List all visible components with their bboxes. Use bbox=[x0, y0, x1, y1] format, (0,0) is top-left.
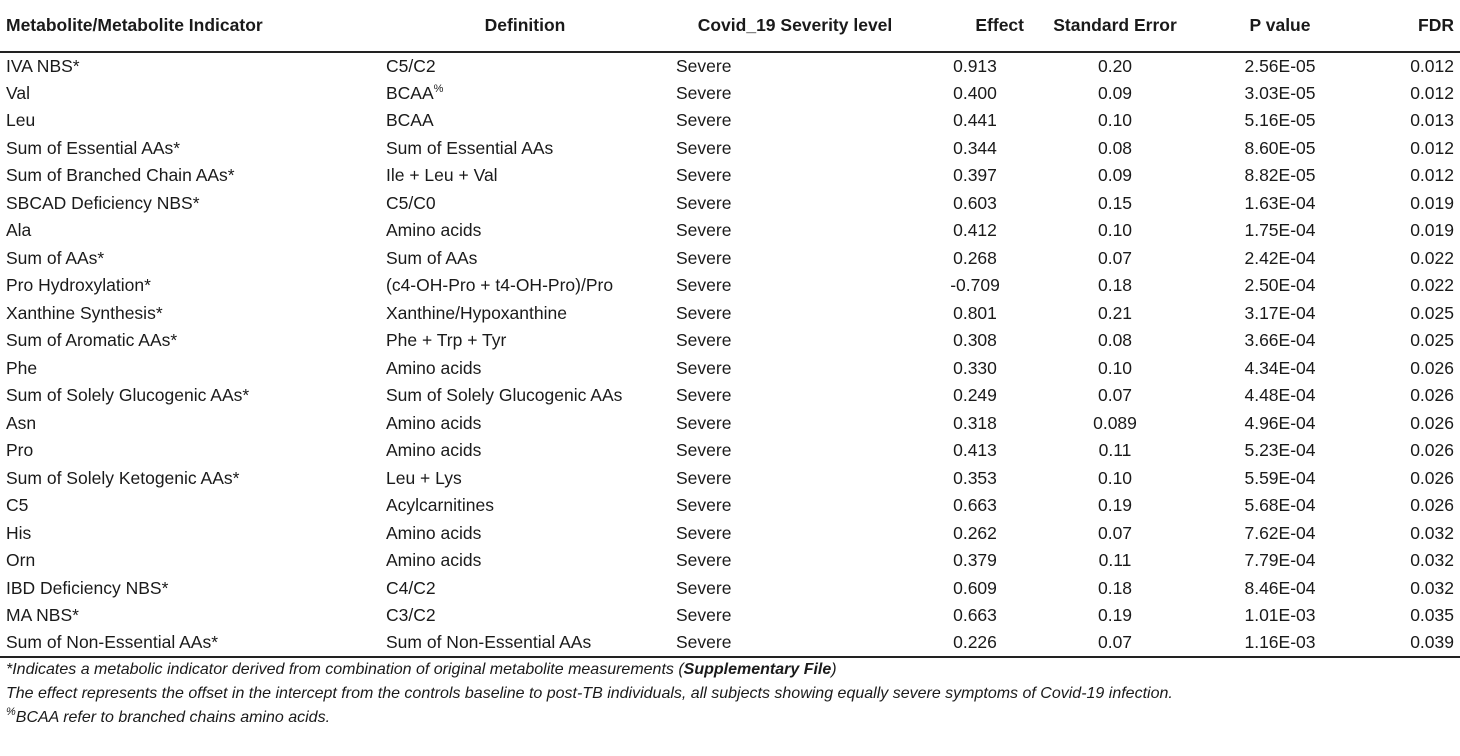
cell-definition: C5/C2 bbox=[386, 55, 436, 76]
table-row bbox=[0, 135, 1460, 163]
cell-p-value: 2.50E-04 bbox=[1244, 275, 1316, 296]
cell-effect: 0.318 bbox=[953, 412, 997, 433]
cell-definition: Amino acids bbox=[386, 440, 482, 461]
cell-standard-error: 0.10 bbox=[1097, 220, 1133, 241]
table-row bbox=[0, 602, 1460, 630]
table-row bbox=[0, 520, 1460, 548]
cell-standard-error: 0.10 bbox=[1097, 467, 1133, 488]
header-standard-error: Standard Error bbox=[1030, 0, 1200, 52]
cell-effect: 0.663 bbox=[953, 495, 997, 516]
cell-metabolite: Val bbox=[6, 82, 30, 103]
cell-severity: Severe bbox=[676, 137, 732, 158]
cell-severity: Severe bbox=[676, 522, 732, 543]
table-row bbox=[0, 630, 1460, 658]
cell-definition: Leu + Lys bbox=[386, 467, 462, 488]
cell-effect: 0.413 bbox=[953, 440, 997, 461]
cell-standard-error: 0.19 bbox=[1097, 605, 1133, 626]
footnote-effect: The effect represents the offset in the intercept from the controls baseline to post-TB individuals, all subjects showing equally severe symptoms of Covid-19 infection. bbox=[6, 685, 1173, 702]
cell-definition: Xanthine/Hypoxanthine bbox=[386, 302, 567, 323]
footnote-asterisk-close: ) bbox=[831, 661, 837, 678]
table-footnotes bbox=[0, 658, 1460, 730]
cell-standard-error: 0.089 bbox=[1093, 412, 1137, 433]
cell-definition: (c4-OH-Pro + t4-OH-Pro)/Pro bbox=[386, 275, 614, 296]
table-row bbox=[0, 547, 1460, 575]
cell-severity: Severe bbox=[676, 192, 732, 213]
cell-fdr: 0.012 bbox=[1410, 82, 1454, 103]
cell-severity: Severe bbox=[676, 110, 732, 131]
table-row bbox=[0, 382, 1460, 410]
cell-standard-error: 0.10 bbox=[1097, 357, 1133, 378]
cell-p-value: 5.23E-04 bbox=[1244, 440, 1316, 461]
definition-footnote-marker: % bbox=[433, 82, 444, 95]
cell-fdr: 0.026 bbox=[1410, 467, 1454, 488]
cell-p-value: 5.59E-04 bbox=[1244, 467, 1316, 488]
cell-effect: 0.603 bbox=[953, 192, 997, 213]
cell-standard-error: 0.19 bbox=[1097, 495, 1133, 516]
cell-standard-error: 0.09 bbox=[1097, 165, 1133, 186]
cell-severity: Severe bbox=[676, 330, 732, 351]
cell-definition: BCAA bbox=[386, 110, 434, 131]
cell-severity: Severe bbox=[676, 440, 732, 461]
cell-standard-error: 0.21 bbox=[1097, 302, 1133, 323]
cell-standard-error: 0.09 bbox=[1097, 82, 1133, 103]
cell-severity: Severe bbox=[676, 605, 732, 626]
cell-effect: 0.801 bbox=[953, 302, 997, 323]
header-row bbox=[0, 0, 1460, 52]
table-row bbox=[0, 327, 1460, 355]
header-severity: Covid_19 Severity level bbox=[670, 0, 920, 52]
cell-standard-error: 0.08 bbox=[1097, 330, 1133, 351]
cell-definition: C4/C2 bbox=[386, 577, 436, 598]
cell-p-value: 8.46E-04 bbox=[1244, 577, 1316, 598]
cell-fdr: 0.032 bbox=[1410, 522, 1454, 543]
table-row bbox=[0, 410, 1460, 438]
cell-standard-error: 0.07 bbox=[1030, 630, 1200, 658]
footnote-asterisk-text: *Indicates a metabolic indicator derived from combination of original metabolite measurements ( bbox=[6, 661, 684, 678]
cell-effect: 0.268 bbox=[953, 247, 997, 268]
cell-standard-error: 0.07 bbox=[1097, 247, 1133, 268]
table-row bbox=[0, 437, 1460, 465]
cell-metabolite: Phe bbox=[6, 357, 38, 378]
cell-standard-error: 0.07 bbox=[1097, 385, 1133, 406]
cell-definition: BCAA% bbox=[386, 82, 444, 103]
cell-fdr: 0.026 bbox=[1410, 385, 1454, 406]
cell-fdr: 0.019 bbox=[1410, 192, 1454, 213]
supplementary-file-ref: Supplementary File bbox=[683, 661, 832, 678]
cell-fdr: 0.026 bbox=[1410, 412, 1454, 433]
cell-effect: 0.609 bbox=[953, 577, 997, 598]
cell-p-value: 4.48E-04 bbox=[1244, 385, 1316, 406]
cell-severity: Severe bbox=[676, 275, 732, 296]
cell-p-value: 1.63E-04 bbox=[1244, 192, 1316, 213]
cell-metabolite: C5 bbox=[6, 495, 29, 516]
cell-definition: Amino acids bbox=[386, 550, 482, 571]
cell-definition: Sum of Solely Glucogenic AAs bbox=[386, 385, 623, 406]
cell-p-value: 5.68E-04 bbox=[1244, 495, 1316, 516]
footnote-bcaa-marker: % bbox=[6, 706, 16, 718]
cell-p-value: 7.79E-04 bbox=[1244, 550, 1316, 571]
cell-standard-error: 0.18 bbox=[1097, 577, 1133, 598]
cell-standard-error: 0.11 bbox=[1098, 550, 1132, 571]
table-row bbox=[0, 355, 1460, 383]
cell-definition: Sum of AAs bbox=[386, 247, 478, 268]
cell-metabolite: Pro bbox=[6, 440, 34, 461]
cell-severity: Severe bbox=[676, 550, 732, 571]
footnote-bcaa bbox=[6, 706, 1460, 730]
cell-p-value: 1.16E-03 bbox=[1200, 630, 1360, 658]
cell-effect: 0.308 bbox=[953, 330, 997, 351]
footnote-asterisk bbox=[6, 658, 1460, 682]
cell-severity: Severe bbox=[676, 247, 732, 268]
header-metabolite: Metabolite/Metabolite Indicator bbox=[0, 0, 380, 52]
cell-fdr: 0.022 bbox=[1410, 247, 1454, 268]
cell-metabolite: Asn bbox=[6, 412, 37, 433]
cell-definition: Amino acids bbox=[386, 522, 482, 543]
cell-metabolite: Sum of Solely Ketogenic AAs* bbox=[6, 467, 240, 488]
cell-metabolite: Ala bbox=[6, 220, 32, 241]
table-row bbox=[0, 245, 1460, 273]
cell-p-value: 3.03E-05 bbox=[1244, 82, 1316, 103]
cell-definition: Amino acids bbox=[386, 412, 482, 433]
table-row bbox=[0, 300, 1460, 328]
table-row bbox=[0, 52, 1460, 80]
table-body bbox=[0, 52, 1460, 657]
cell-effect: 0.913 bbox=[953, 55, 997, 76]
footnote-bcaa-text: BCAA refer to branched chains amino acids. bbox=[15, 709, 331, 726]
cell-p-value: 3.66E-04 bbox=[1244, 330, 1316, 351]
cell-definition: Phe + Trp + Tyr bbox=[386, 330, 507, 351]
cell-severity: Severe bbox=[676, 495, 732, 516]
cell-metabolite: SBCAD Deficiency NBS* bbox=[6, 192, 200, 213]
header-p-value: P value bbox=[1200, 0, 1360, 52]
cell-fdr: 0.012 bbox=[1410, 165, 1454, 186]
cell-metabolite: IBD Deficiency NBS* bbox=[6, 577, 169, 598]
cell-metabolite: MA NBS* bbox=[6, 605, 79, 626]
cell-fdr: 0.019 bbox=[1410, 220, 1454, 241]
cell-p-value: 5.16E-05 bbox=[1244, 110, 1316, 131]
cell-severity: Severe bbox=[676, 55, 732, 76]
cell-metabolite: IVA NBS* bbox=[6, 55, 80, 76]
cell-severity: Severe bbox=[676, 220, 732, 241]
cell-metabolite: Leu bbox=[6, 110, 36, 131]
cell-p-value: 4.34E-04 bbox=[1244, 357, 1316, 378]
cell-effect: 0.353 bbox=[953, 467, 997, 488]
cell-severity: Severe bbox=[676, 82, 732, 103]
cell-metabolite: Sum of AAs* bbox=[6, 247, 105, 268]
table-row bbox=[0, 492, 1460, 520]
cell-definition: C5/C0 bbox=[386, 192, 436, 213]
cell-standard-error: 0.07 bbox=[1097, 522, 1133, 543]
cell-fdr: 0.026 bbox=[1410, 357, 1454, 378]
cell-p-value: 8.60E-05 bbox=[1244, 137, 1316, 158]
cell-metabolite: Sum of Aromatic AAs* bbox=[6, 330, 178, 351]
cell-fdr: 0.012 bbox=[1410, 55, 1454, 76]
cell-definition: Sum of Non-Essential AAs bbox=[380, 630, 670, 658]
table-row bbox=[0, 575, 1460, 603]
cell-standard-error: 0.11 bbox=[1098, 440, 1132, 461]
cell-metabolite: Pro Hydroxylation* bbox=[6, 275, 151, 296]
cell-severity: Severe bbox=[676, 165, 732, 186]
table-row bbox=[0, 107, 1460, 135]
cell-effect: 0.344 bbox=[953, 137, 997, 158]
cell-p-value: 1.75E-04 bbox=[1244, 220, 1316, 241]
cell-standard-error: 0.18 bbox=[1097, 275, 1133, 296]
table-row bbox=[0, 465, 1460, 493]
cell-fdr: 0.025 bbox=[1410, 330, 1454, 351]
cell-effect: -0.709 bbox=[950, 275, 1000, 296]
cell-effect: 0.249 bbox=[953, 385, 997, 406]
cell-standard-error: 0.20 bbox=[1097, 55, 1133, 76]
table-row bbox=[0, 190, 1460, 218]
cell-standard-error: 0.15 bbox=[1097, 192, 1133, 213]
cell-effect: 0.330 bbox=[953, 357, 997, 378]
cell-severity: Severe bbox=[676, 302, 732, 323]
cell-metabolite: Sum of Essential AAs* bbox=[6, 137, 181, 158]
cell-metabolite: Sum of Branched Chain AAs* bbox=[6, 165, 235, 186]
cell-effect: 0.262 bbox=[953, 522, 997, 543]
cell-p-value: 1.01E-03 bbox=[1244, 605, 1316, 626]
table-row bbox=[0, 217, 1460, 245]
header-effect: Effect bbox=[920, 0, 1030, 52]
cell-definition: Amino acids bbox=[386, 357, 482, 378]
cell-p-value: 7.62E-04 bbox=[1244, 522, 1316, 543]
cell-effect: 0.663 bbox=[953, 605, 997, 626]
cell-effect: 0.397 bbox=[953, 165, 997, 186]
cell-fdr: 0.032 bbox=[1410, 550, 1454, 571]
table-row bbox=[0, 162, 1460, 190]
cell-p-value: 2.56E-05 bbox=[1244, 55, 1316, 76]
header-definition: Definition bbox=[380, 0, 670, 52]
cell-p-value: 2.42E-04 bbox=[1244, 247, 1316, 268]
table-row bbox=[0, 80, 1460, 108]
cell-fdr: 0.025 bbox=[1410, 302, 1454, 323]
cell-effect: 0.412 bbox=[953, 220, 997, 241]
cell-severity: Severe bbox=[676, 385, 732, 406]
cell-definition: Amino acids bbox=[386, 220, 482, 241]
cell-definition: Ile + Leu + Val bbox=[386, 165, 498, 186]
header-fdr: FDR bbox=[1360, 0, 1460, 52]
cell-fdr: 0.039 bbox=[1360, 630, 1460, 658]
cell-metabolite: His bbox=[6, 522, 32, 543]
cell-p-value: 3.17E-04 bbox=[1244, 302, 1316, 323]
cell-definition: C3/C2 bbox=[386, 605, 436, 626]
cell-fdr: 0.012 bbox=[1410, 137, 1454, 158]
cell-metabolite: Xanthine Synthesis* bbox=[6, 302, 163, 323]
cell-effect: 0.379 bbox=[953, 550, 997, 571]
cell-definition: Sum of Essential AAs bbox=[386, 137, 554, 158]
cell-standard-error: 0.10 bbox=[1097, 110, 1133, 131]
cell-fdr: 0.032 bbox=[1410, 577, 1454, 598]
cell-severity: Severe bbox=[676, 412, 732, 433]
cell-severity: Severe bbox=[670, 630, 920, 658]
cell-severity: Severe bbox=[676, 467, 732, 488]
cell-metabolite: Orn bbox=[6, 550, 36, 571]
cell-definition: Acylcarnitines bbox=[386, 495, 494, 516]
cell-effect: 0.400 bbox=[953, 82, 997, 103]
cell-effect: 0.441 bbox=[953, 110, 997, 131]
cell-p-value: 8.82E-05 bbox=[1244, 165, 1316, 186]
cell-metabolite: Sum of Non-Essential AAs* bbox=[0, 630, 380, 658]
cell-p-value: 4.96E-04 bbox=[1244, 412, 1316, 433]
cell-fdr: 0.026 bbox=[1410, 440, 1454, 461]
cell-fdr: 0.013 bbox=[1410, 110, 1454, 131]
cell-standard-error: 0.08 bbox=[1097, 137, 1133, 158]
cell-effect: 0.226 bbox=[920, 630, 1030, 658]
cell-metabolite: Sum of Solely Glucogenic AAs* bbox=[6, 385, 250, 406]
cell-severity: Severe bbox=[676, 577, 732, 598]
cell-fdr: 0.035 bbox=[1410, 605, 1454, 626]
cell-severity: Severe bbox=[676, 357, 732, 378]
table-row bbox=[0, 272, 1460, 300]
cell-fdr: 0.026 bbox=[1410, 495, 1454, 516]
cell-fdr: 0.022 bbox=[1410, 275, 1454, 296]
